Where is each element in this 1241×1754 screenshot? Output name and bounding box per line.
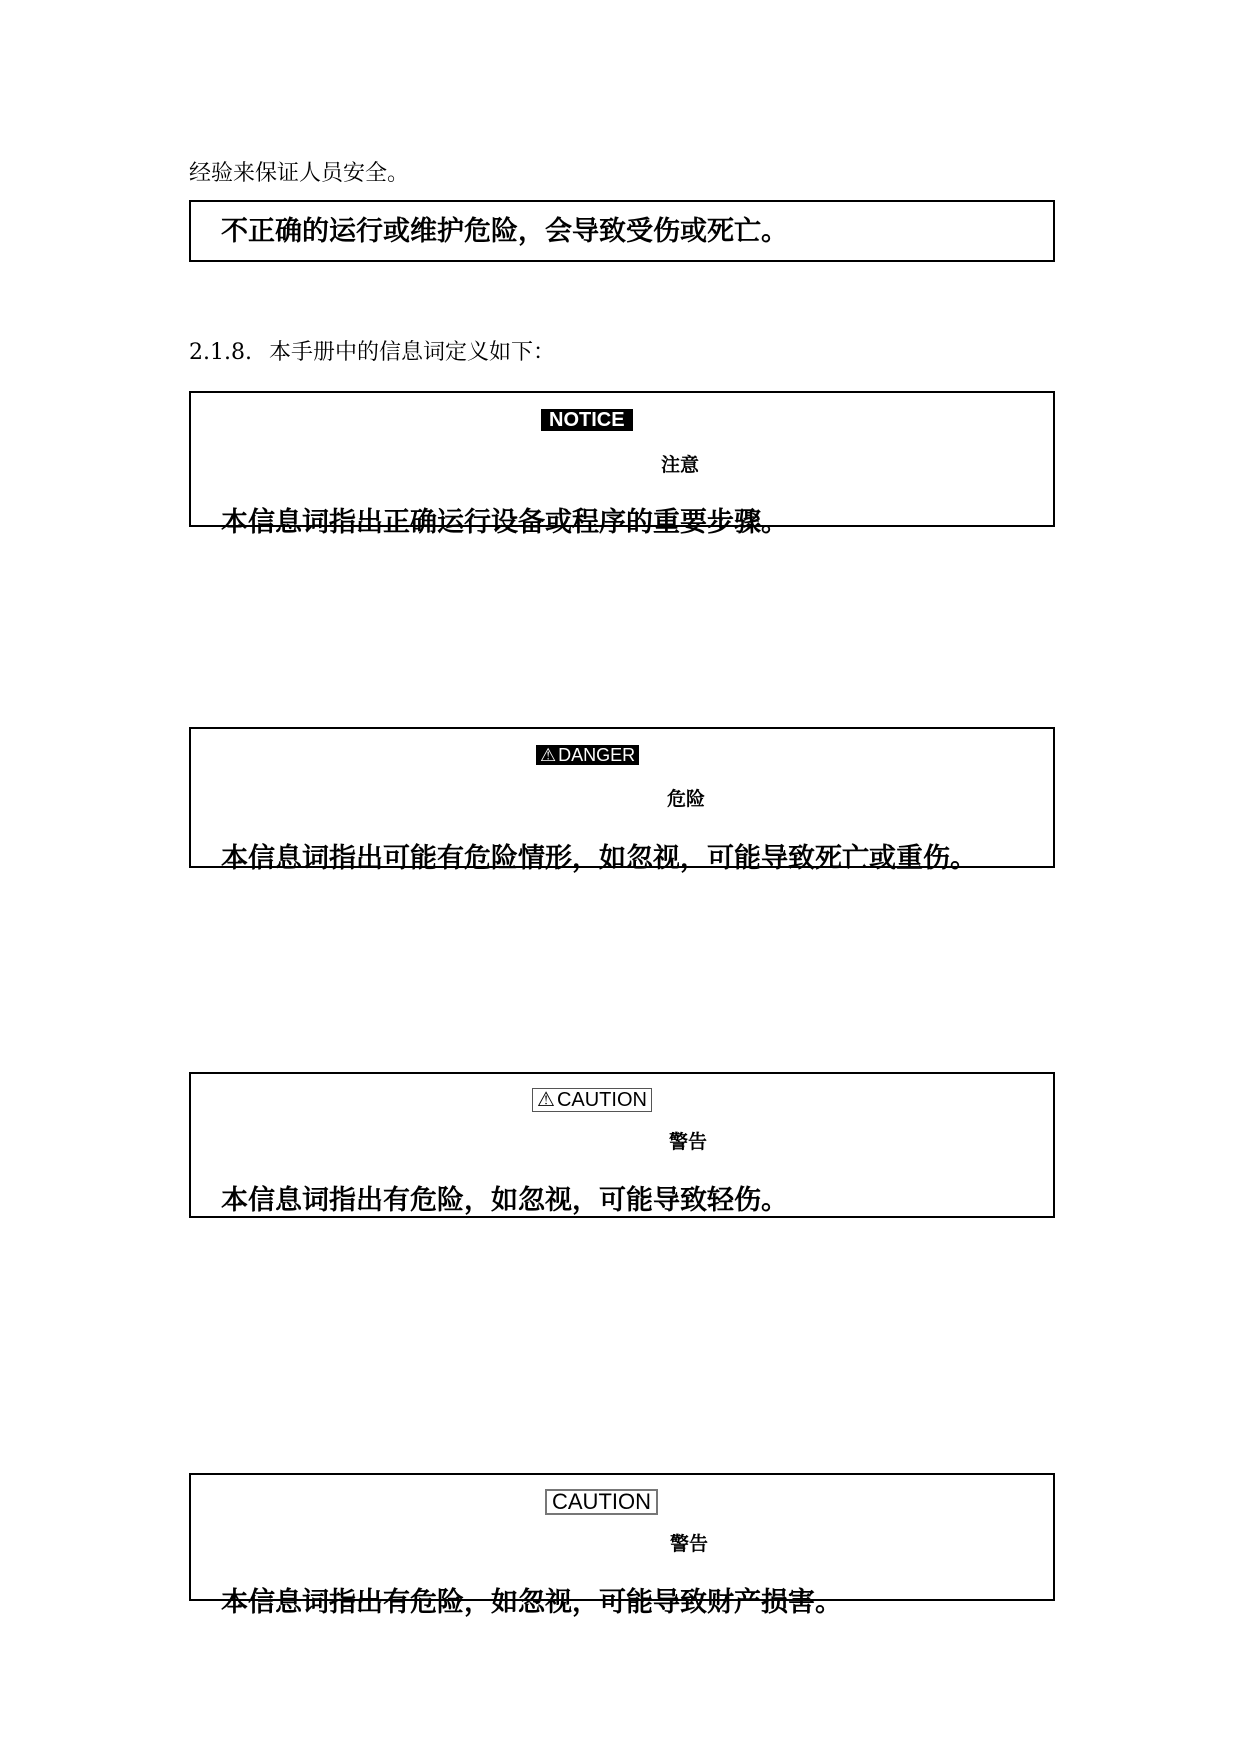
- danger-badge: [536, 745, 639, 765]
- warning-box: [189, 200, 1055, 262]
- caution-property-box: [189, 1473, 1055, 1618]
- caution-property-text: 本信息词指出有危险，如忽视，可能导致财产损害。: [221, 1587, 842, 1618]
- notice-label: 注意: [661, 454, 700, 476]
- caution-text: 本信息词指出有危险，如忽视，可能导致轻伤。: [221, 1185, 788, 1216]
- caution-badge-label: CAUTION: [556, 1089, 647, 1111]
- caution-property-badge: CAUTION: [545, 1489, 658, 1515]
- section-title: 本手册中的信息词定义如下：: [268, 340, 555, 365]
- caution-badge: [532, 1088, 652, 1112]
- section-number: 2.1.8.: [189, 340, 252, 365]
- caution-property-label: 警告: [670, 1533, 709, 1555]
- danger-text: 本信息词指出可能有危险情形，如忽视，可能导致死亡或重伤。: [221, 843, 977, 874]
- intro-text: 经验来保证人员安全。: [189, 161, 410, 186]
- caution-label: 警告: [669, 1131, 708, 1153]
- danger-badge-label: DANGER: [558, 745, 636, 765]
- warning-triangle-icon: ⚠: [540, 745, 557, 765]
- notice-text: 本信息词指出正确运行设备或程序的重要步骤。: [221, 507, 788, 538]
- caution-box: [189, 1072, 1055, 1218]
- danger-label: 危险: [667, 788, 706, 810]
- notice-badge: NOTICE: [541, 409, 633, 431]
- warning-triangle-icon: ⚠: [537, 1089, 555, 1111]
- danger-box: [189, 727, 1055, 874]
- warning-text: 不正确的运行或维护危险，会导致受伤或死亡。: [221, 216, 788, 247]
- notice-box: [189, 391, 1055, 538]
- section-heading: [189, 339, 555, 367]
